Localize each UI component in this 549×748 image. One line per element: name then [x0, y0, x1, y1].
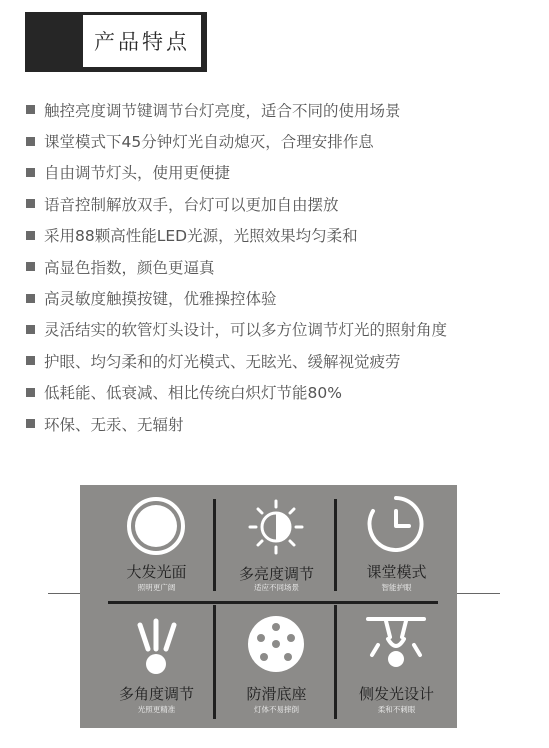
feature-label: 多亮度调节: [238, 565, 314, 583]
feature-label: 大发光面: [126, 563, 187, 581]
feature-sublabel: 灯体不易摔倒: [254, 705, 299, 714]
feature-text: 语音控制解放双手，台灯可以更加自由摆放: [44, 195, 339, 214]
section-title: 产品特点: [83, 15, 201, 67]
square-bullet-icon: [26, 294, 35, 303]
feature-item: [26, 408, 546, 439]
square-bullet-icon: [26, 356, 35, 365]
feature-label: 侧发光设计: [358, 685, 434, 703]
feature-item: [26, 125, 546, 156]
feature-text: 环保、无汞、无辐射: [44, 415, 184, 434]
brightness-icon: [214, 499, 339, 555]
feature-sublabel: 照明更广阔: [137, 583, 176, 592]
feature-text: 低耗能、低衰减、相比传统白炽灯节能80%: [44, 384, 342, 403]
square-bullet-icon: [26, 325, 35, 334]
feature-text: 触控亮度调节键调节台灯亮度，适合不同的使用场景: [44, 101, 401, 120]
feature-item: [26, 251, 546, 282]
square-bullet-icon: [26, 105, 35, 114]
feature-text: 高显色指数，颜色更逼真: [44, 258, 215, 277]
feature-text: 采用88颗高性能LED光源，光照效果均匀柔和: [44, 227, 358, 246]
feature-item: [26, 157, 546, 188]
square-bullet-icon: [26, 231, 35, 240]
feature-item: [26, 188, 546, 219]
base-dots-icon: [214, 613, 339, 675]
square-bullet-icon: [26, 262, 35, 271]
feature-label: 防滑底座: [246, 685, 307, 703]
feature-item: [26, 314, 546, 345]
feature-text: 护眼、均匀柔和的灯光模式、无眩光、缓解视觉疲劳: [44, 352, 401, 371]
feature-icons-panel: [80, 485, 457, 728]
feature-sublabel: 适应不同场景: [254, 583, 299, 592]
feature-item: [26, 345, 546, 376]
square-bullet-icon: [26, 388, 35, 397]
feature-text: 自由调节灯头，使用更便捷: [44, 164, 231, 183]
feature-item: [26, 282, 546, 313]
feature-text: 高灵敏度触摸按键，优雅操控体验: [44, 290, 277, 309]
large-circle-icon: [94, 495, 219, 557]
feature-text: 课堂模式下45分钟灯光自动熄灭，合理安排作息: [44, 133, 374, 152]
square-bullet-icon: [26, 199, 35, 208]
square-bullet-icon: [26, 137, 35, 146]
feature-text: 灵活结实的软管灯头设计，可以多方位调节灯光的照射角度: [44, 321, 448, 340]
feature-list: [26, 94, 546, 439]
feature-label: 课堂模式: [366, 563, 427, 581]
panel-divider: [108, 601, 438, 604]
feature-sublabel: 光照更精准: [137, 705, 176, 714]
light-angle-icon: [94, 617, 219, 679]
feature-sublabel: 智能护眼: [381, 583, 412, 592]
feature-sublabel: 柔和不刺眼: [377, 705, 416, 714]
feature-label: 多角度调节: [118, 685, 194, 703]
lamp-side-icon: [334, 615, 459, 677]
feature-item: [26, 94, 546, 125]
section-header: [25, 12, 207, 72]
square-bullet-icon: [26, 419, 35, 428]
square-bullet-icon: [26, 168, 35, 177]
feature-item: [26, 377, 546, 408]
clock-icon: [334, 493, 459, 555]
feature-item: [26, 220, 546, 251]
